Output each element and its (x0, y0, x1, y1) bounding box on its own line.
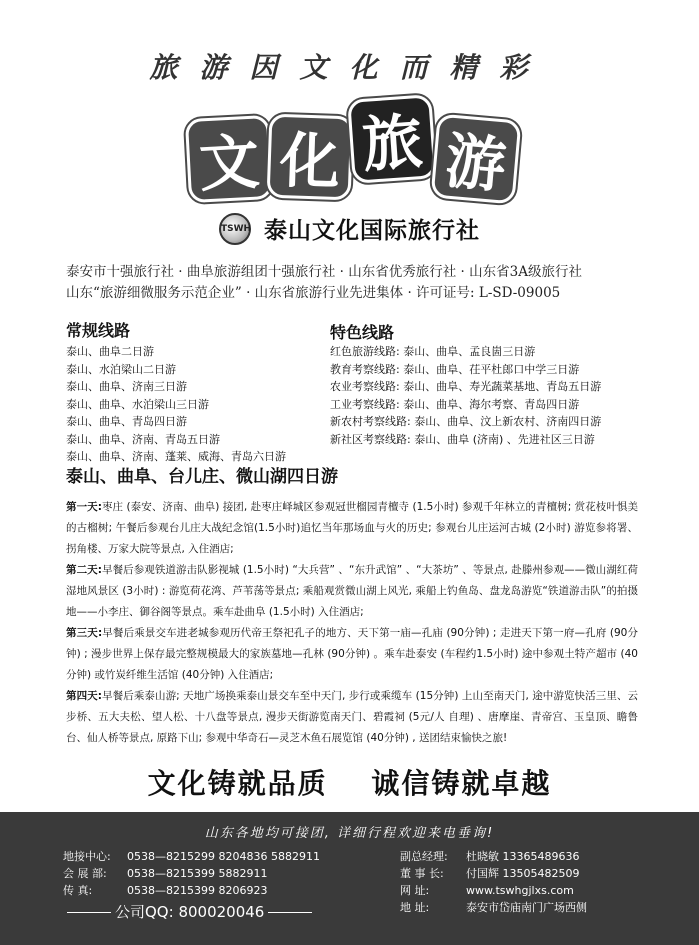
divider (67, 912, 111, 913)
qq-label: 公司QQ: (115, 903, 174, 921)
brand (0, 212, 699, 245)
day-text: 早餐后参观铁道游击队影视城 (1.5小时) “大兵营” 、“东升武馆” 、“大茶坊” 、等景点, 赴滕州参观——微山湖红荷湿地风景区 (3小时) : 游览荷花湾、芦苇荡等景点; 乘船观赏微山湖上风光, 乘船上钓鱼岛、盘龙岛游览“铁道游击队”的拍摄地——小李庄、御谷阁等景点。乘车赴曲阜 (1.5小时) 入住酒店; (66, 564, 638, 618)
contact-value: 0538—8215399 5882911 (127, 867, 268, 880)
day-text: 早餐后乘泰山游; 天地广场换乘泰山景交车至中天门, 步行或乘缆车 (15分钟) 上山至南天门, 途中游览快活三里、云步桥、五大夫松、望人松、十八盘等景点, 漫步天街游览南天门、碧霞祠 (5元/人 自理) 、唐摩崖、青帝宫、玉皇顶、瞻鲁台、仙人桥等景点, 原路下山; 参观中华奇石—灵芝木鱼石展览馆 (40分钟) , 送团结束愉快之旅! (66, 690, 639, 744)
list-item: 泰山、曲阜二日游 (66, 345, 154, 358)
list-item: 新社区考察线路: 泰山、曲阜 (济南) 、先进社区三日游 (330, 432, 595, 446)
contact-label: 董 事 长: (400, 867, 444, 880)
list-item: 泰山、曲阜、济南、蓬莱、威海、青岛六日游 (66, 450, 286, 463)
itinerary-day-2 (66, 560, 638, 623)
contact-label: 会 展 部: (63, 867, 107, 880)
qq-value: 800020046 (178, 903, 265, 921)
globe-logo-icon: TSWH (219, 213, 251, 245)
honors-line-2: 山东“旅游细微服务示范企业” · 山东省旅游行业先进集体 · 许可证号: L-SD-09005 (66, 285, 561, 301)
day-label: 第四天: (66, 690, 102, 702)
footer-phones (63, 848, 320, 899)
day-text: 早餐后乘景交车进老城参观历代帝王祭祀孔子的地方、天下第一庙—孔庙 (90分钟) ; 走进天下第一府—孔府 (90分钟) ; 漫步世界上保存最完整规模最大的家族墓地—孔林 (90分钟) 。乘车赴泰安 (车程约1.5小时) 途中参观土特产超市 (40分钟) 或竹炭纤维生活馆 (40分钟) 入住酒店; (66, 627, 638, 681)
special-routes-list (330, 343, 601, 448)
featured-tour-title: 泰山、曲阜、台儿庄、微山湖四日游 (66, 467, 338, 487)
regular-routes-list (66, 343, 286, 466)
banner-char-4: 游 (430, 113, 521, 204)
contact-value: 泰安市岱庙南门广场西侧 (466, 901, 587, 914)
contact-footer (0, 812, 699, 945)
list-item: 泰山、水泊梁山二日游 (66, 362, 176, 376)
contact-value: 杜晓敏 13365489636 (466, 850, 580, 863)
motto-part-1: 文化铸就品质 (147, 767, 328, 800)
banner-char-1: 文 (185, 115, 273, 203)
list-item: 泰山、曲阜、济南三日游 (66, 380, 187, 393)
regular-routes-title: 常规线路 (66, 321, 131, 340)
website-link[interactable]: www.tswhgjlxs.com (466, 884, 574, 897)
list-item: 新农村考察线路: 泰山、曲阜、汶上新农村、济南四日游 (330, 415, 602, 428)
itinerary-day-1 (66, 497, 638, 560)
list-item: 泰山、曲阜、水泊梁山三日游 (66, 397, 209, 411)
contact-label: 地 址: (400, 901, 430, 914)
honors-line-1: 泰安市十强旅行社 · 曲阜旅游组团十强旅行社 · 山东省优秀旅行社 · 山东省3A级旅行社 (66, 264, 582, 280)
list-item: 农业考察线路: 泰山、曲阜、寿光蔬菜基地、青岛五日游 (330, 380, 602, 393)
contact-row (400, 848, 587, 865)
footer-welcome: 山东各地均可接团, 详细行程欢迎来电垂询! (204, 826, 495, 841)
list-item: 红色旅游线路: 泰山、曲阜、孟良崮三日游 (330, 345, 536, 358)
company-name: 泰山文化国际旅行社 (264, 218, 481, 244)
banner-char-3: 旅 (347, 94, 437, 184)
top-slogan: 旅游因文化而精彩 (149, 51, 550, 84)
honors (66, 262, 666, 304)
itinerary-day-3 (66, 623, 638, 686)
contact-row (63, 848, 320, 865)
day-label: 第二天: (66, 564, 102, 576)
contact-row (400, 865, 587, 882)
contact-label: 地接中心: (63, 850, 111, 863)
contact-row (63, 865, 320, 882)
company-qq (63, 901, 316, 922)
itinerary-day-4 (66, 686, 638, 749)
day-label: 第三天: (66, 627, 103, 639)
special-routes-title: 特色线路 (330, 323, 395, 342)
day-text: 枣庄 (泰安、济南、曲阜) 接团, 赴枣庄峄城区参观冠世榴园青檀寺 (1.5小时) 参观千年林立的青檀树; 赏花枝叶惧美的古榴树; 午餐后参观台儿庄大战纪念馆(1.5小时)追忆当年那场血与火的历史; 参观台儿庄运河古城 (2小时) 游览参将署、拐角楼、万家大院等景点, 入住酒店; (66, 501, 638, 555)
list-item: 泰山、曲阜、济南、青岛五日游 (66, 432, 220, 446)
contact-value: 0538—8215299 8204836 5882911 (127, 850, 320, 863)
motto-part-2: 诚信铸就卓越 (371, 767, 552, 800)
contact-label: 网 址: (400, 884, 430, 897)
contact-label: 副总经理: (400, 850, 448, 863)
contact-value: 付国辉 13505482509 (466, 867, 580, 880)
divider (268, 912, 312, 913)
contact-row (400, 899, 587, 916)
motto (0, 762, 699, 802)
banner-title (0, 95, 699, 215)
contact-label: 传 真: (63, 884, 93, 897)
contact-row (400, 882, 587, 899)
banner-char-2: 化 (267, 114, 354, 201)
contact-row (63, 882, 320, 899)
list-item: 教育考察线路: 泰山、曲阜、茌平杜郎口中学三日游 (330, 362, 580, 376)
day-label: 第一天: (66, 501, 102, 513)
itinerary (66, 497, 638, 749)
list-item: 泰山、曲阜、青岛四日游 (66, 415, 187, 428)
contact-value: 0538—8215399 8206923 (127, 884, 268, 897)
list-item: 工业考察线路: 泰山、曲阜、海尔考察、青岛四日游 (330, 397, 580, 411)
footer-management (400, 848, 587, 916)
